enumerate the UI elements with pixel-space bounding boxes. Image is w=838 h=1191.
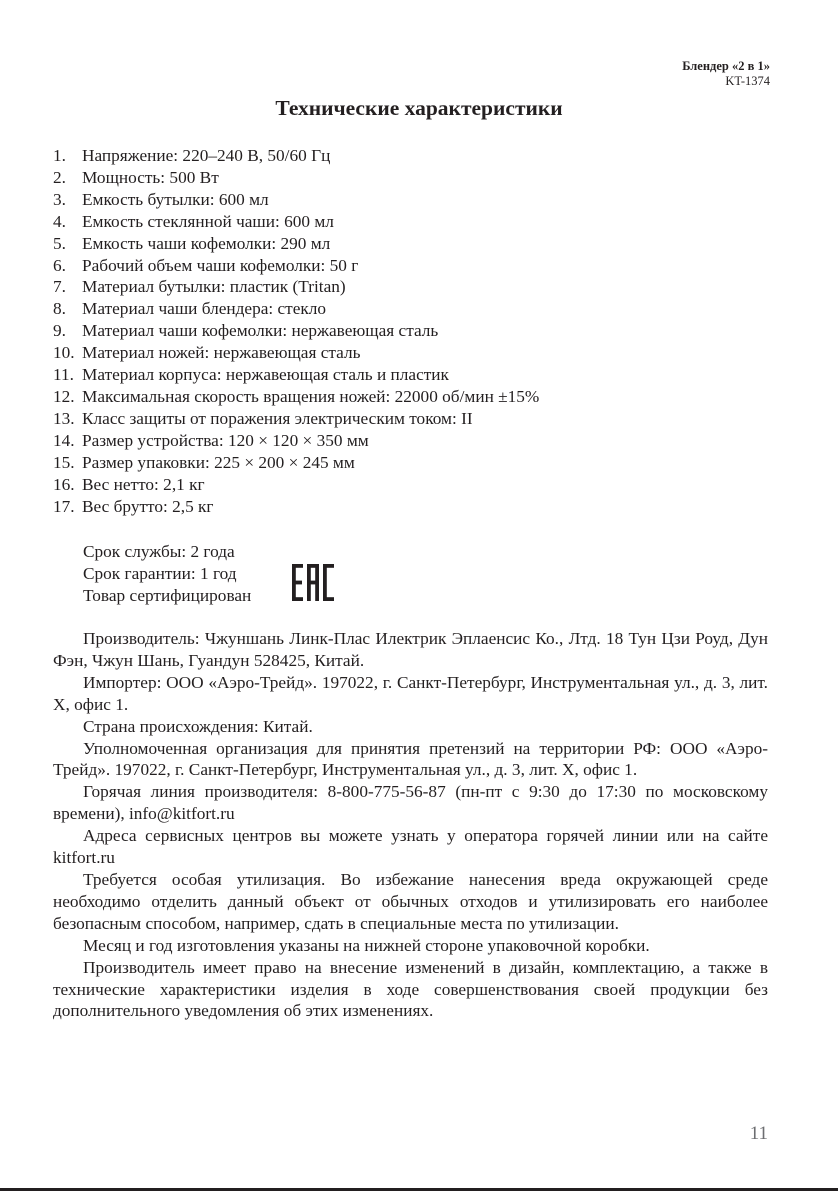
spec-list bbox=[53, 145, 539, 517]
spec-item: 17. Вес брутто: 2,5 кг bbox=[53, 496, 214, 516]
spec-item: 12. Максимальная скорость вращения ножей: 22000 об/мин ±15% bbox=[53, 386, 540, 406]
spec-item: 2. Мощность: 500 Вт bbox=[53, 167, 219, 187]
spec-item: 7. Материал бутылки: пластик (Tritan) bbox=[53, 277, 346, 297]
certification-block bbox=[83, 541, 251, 606]
spec-item: 9. Материал чаши кофемолки: нержавеющая сталь bbox=[53, 321, 439, 341]
importer-info: Импортер: ООО «Аэро-Трейд». 197022, г. Санкт-Петербург, Инструментальная ул., д. 3, лит. Х, офис 1. bbox=[53, 672, 768, 714]
page-title: Технические характеристики bbox=[275, 96, 563, 120]
spec-item: 16. Вес нетто: 2,1 кг bbox=[53, 474, 205, 494]
manufacture-date-info: Месяц и год изготовления указаны на нижней стороне упаковочной коробки. bbox=[83, 935, 650, 955]
running-header bbox=[682, 59, 770, 89]
eac-mark-icon bbox=[292, 564, 334, 601]
spec-item: 14. Размер устройства: 120 × 120 × 350 мм bbox=[53, 430, 369, 450]
hotline-info: Горячая линия производителя: 8-800-775-56-87 (пн-пт с 9:30 до 17:30 по московскому времени), info@kitfort.ru bbox=[53, 782, 768, 824]
info-block bbox=[53, 628, 768, 1022]
spec-item: 5. Емкость чаши кофемолки: 290 мл bbox=[53, 233, 331, 253]
model-code: KT-1374 bbox=[725, 74, 770, 88]
spec-item: 15. Размер упаковки: 225 × 200 × 245 мм bbox=[53, 452, 355, 472]
changes-info: Производитель имеет право на внесение изменений в дизайн, комплектацию, а также в технические характеристики изделия в ходе совершенствования своей продукции без дополнительного уведомления об этих изменениях. bbox=[53, 957, 768, 1021]
spec-item: 4. Емкость стеклянной чаши: 600 мл bbox=[53, 211, 334, 231]
warranty-period: Срок гарантии: 1 год bbox=[83, 563, 237, 583]
service-centers-info: Адреса сервисных центров вы можете узнать у оператора горячей линии или на сайте kitfort.ru bbox=[53, 826, 768, 868]
spec-item: 11. Материал корпуса: нержавеющая сталь и пластик bbox=[53, 365, 449, 385]
spec-item: 8. Материал чаши блендера: стекло bbox=[53, 299, 327, 319]
spec-item: 1. Напряжение: 220–240 В, 50/60 Гц bbox=[53, 146, 331, 165]
authorized-org-info: Уполномоченная организация для принятия претензий на территории РФ: ООО «Аэро-Трейд». 197022, г. Санкт-Петербург, Инструментальная ул., д. 3, лит. Х, офис 1. bbox=[53, 738, 768, 780]
certified-notice: Товар сертифицирован bbox=[83, 585, 252, 605]
manufacturer-info: Производитель: Чжуншань Линк-Плас Илектрик Эплаенсис Ко., Лтд. 18 Тун Цзи Роуд, Дун Фэн, Чжун Шань, Гуандун 528425, Китай. bbox=[53, 629, 768, 670]
spec-item: 13. Класс защиты от поражения электрическим током: II bbox=[53, 408, 473, 428]
spec-item: 10. Материал ножей: нержавеющая сталь bbox=[53, 343, 361, 363]
product-name: Блендер «2 в 1» bbox=[682, 59, 770, 73]
spec-item: 6. Рабочий объем чаши кофемолки: 50 г bbox=[53, 255, 359, 275]
spec-item: 3. Емкость бутылки: 600 мл bbox=[53, 189, 269, 209]
service-life: Срок службы: 2 года bbox=[83, 542, 235, 561]
page-number: 11 bbox=[749, 1123, 768, 1144]
disposal-info: Требуется особая утилизация. Во избежание нанесения вреда окружающей среде необходимо отделить данный объект от обычных отходов и утилизировать его наиболее безопасным способом, например, сдать в специальные места по утилизации. bbox=[53, 869, 768, 933]
origin-info: Страна происхождения: Китай. bbox=[83, 716, 313, 736]
